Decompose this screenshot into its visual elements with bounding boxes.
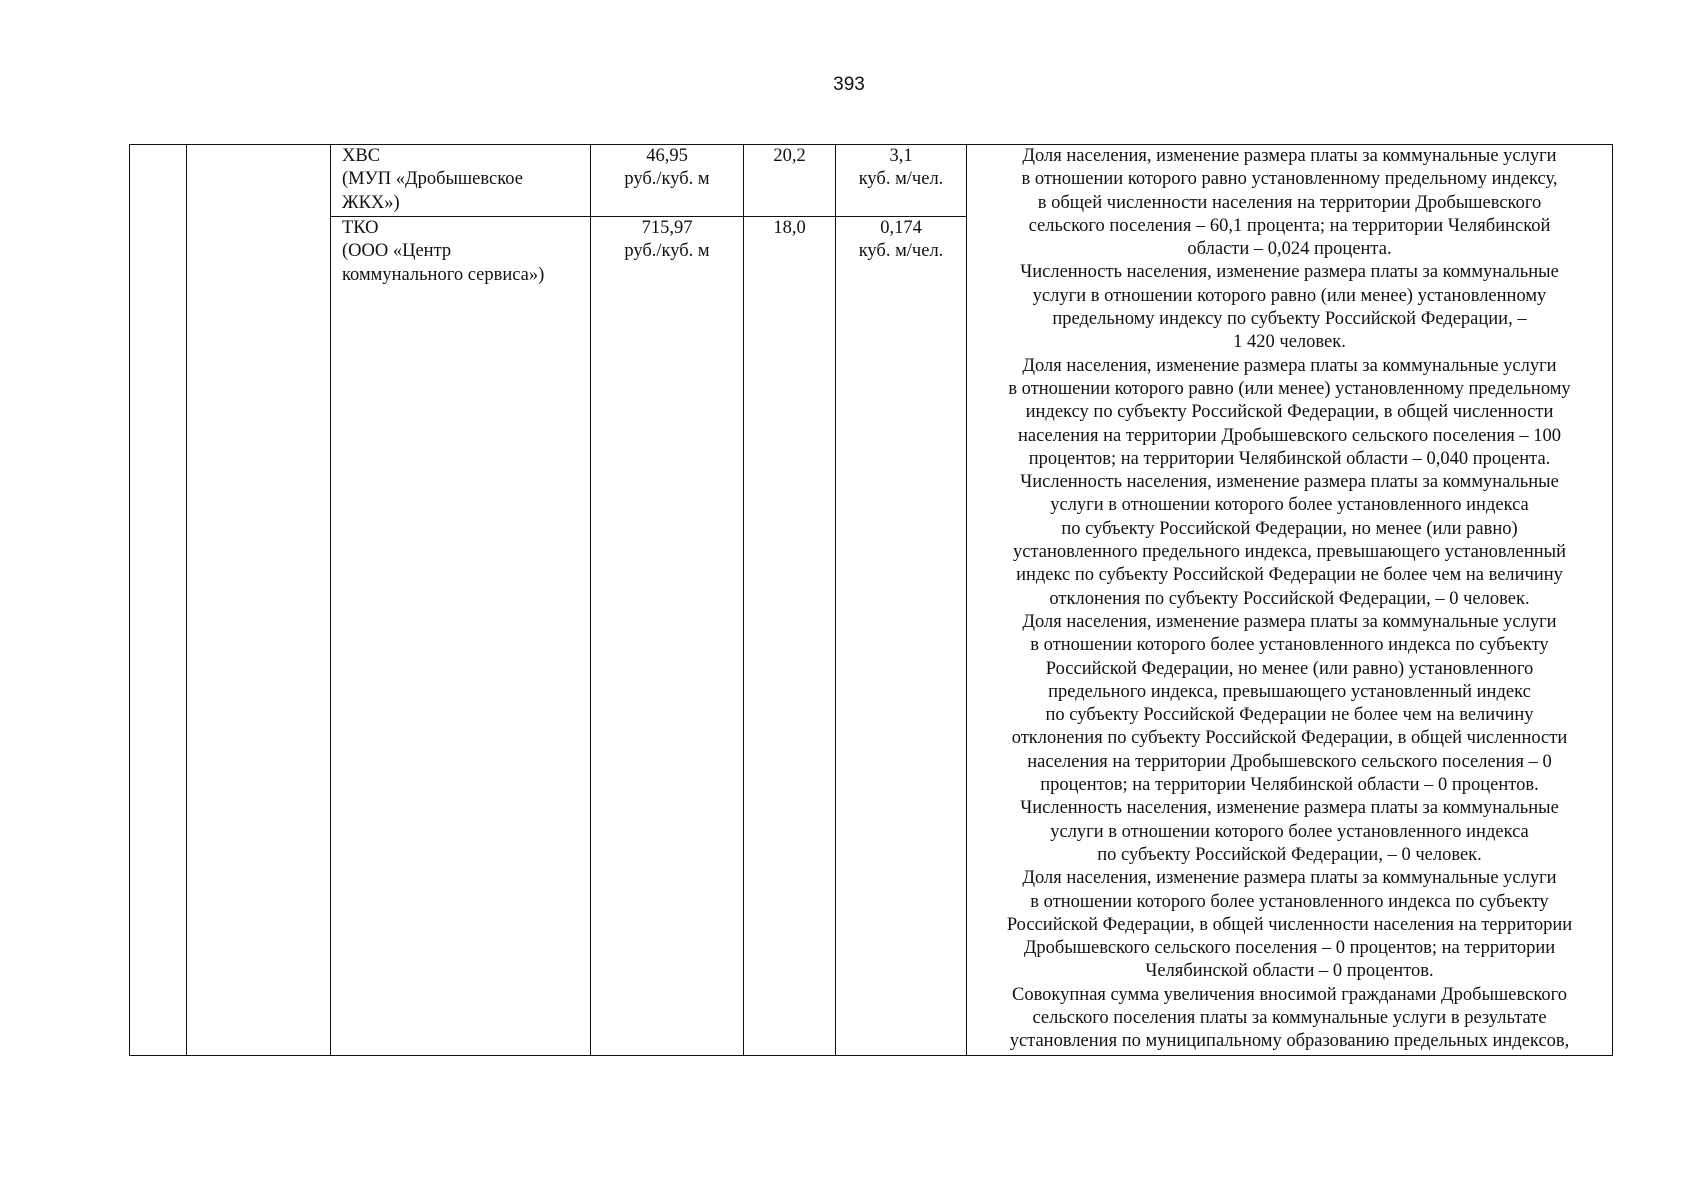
percent-cell xyxy=(744,145,836,217)
table-row xyxy=(130,145,1613,217)
norm-cell xyxy=(836,217,967,1056)
municipality-cell xyxy=(187,145,331,1056)
provider-text: ХВС (МУП «Дробышевское ЖКХ») xyxy=(342,146,523,213)
tariff-text: 715,97 руб./куб. м xyxy=(624,218,710,262)
description-cell xyxy=(967,145,1613,1056)
norm-cell xyxy=(836,145,967,217)
description-text: Доля населения, изменение размера платы за коммунальные услуги в отношении которого равно установленному предельному индексу, в общей численности населения на территории Дробышевского сельского поселения – 60,1 процента; на территории Челябинской области – 0,024 процента. Численность населения, изменение размера платы за коммунальные услуги в отношении которого равно (или менее) установленному предельному индексу по субъекту Российской Федерации, – 1 420 человек. Доля населения, изменение размера платы за коммунальные услуги в отношении которого равно (или менее) установленному предельному индексу по субъекту Российской Федерации, в общей численности населения на территории Дробышевского сельского поселения – 100 процентов; на территории Челябинской области – 0,040 процента. Численность населения, изменение размера платы за коммунальные услуги в отношении которого более установленного индекса по субъекту Российской Федерации, но менее (или равно) установленного предельного индекса, превышающего установленный индекс по субъекту Российской Федерации не более чем на величину отклонения по субъекту Российской Федерации, – 0 человек. Доля населения, изменение размера платы за коммунальные услуги в отношении которого более установленного индекса по субъекту Российской Федерации, но менее (или равно) установленного предельного индекса, превышающего установленный индекс по субъекту Российской Федерации не более чем на величину отклонения по субъекту Российской Федерации, в общей численности населения на территории Дробышевского сельского поселения – 0 процентов; на территории Челябинской области – 0 процентов. Численность населения, изменение размера платы за коммунальные услуги в отношении которого более установленного индекса по субъекту Российской Федерации, – 0 человек. Доля населения, изменение размера платы за коммунальные услуги в отношении которого более установленного индекса по субъекту Российской Федерации, в общей численности населения на территории Дробышевского сельского поселения – 0 процентов; на территории Челябинской области – 0 процентов. Совокупная сумма увеличения вносимой гражданами Дробышевского сельского поселения платы за коммунальные услуги в результате установления по муниципальному образованию предельных индексов, xyxy=(1006,146,1573,1052)
tariff-cell xyxy=(591,145,744,217)
row-number-cell xyxy=(130,145,187,1056)
provider-cell xyxy=(331,217,591,1056)
tariff-text: 46,95 руб./куб. м xyxy=(624,146,710,190)
provider-text: ТКО (ООО «Центр коммунального сервиса») xyxy=(342,218,545,285)
norm-text: 3,1 куб. м/чел. xyxy=(858,146,944,190)
tariff-table xyxy=(129,144,1613,1056)
percent-text: 18,0 xyxy=(773,218,806,238)
provider-cell xyxy=(331,145,591,217)
page-number: 393 xyxy=(833,74,865,95)
tariff-cell xyxy=(591,217,744,1056)
norm-text: 0,174 куб. м/чел. xyxy=(858,218,944,262)
percent-text: 20,2 xyxy=(773,146,806,166)
percent-cell xyxy=(744,217,836,1056)
